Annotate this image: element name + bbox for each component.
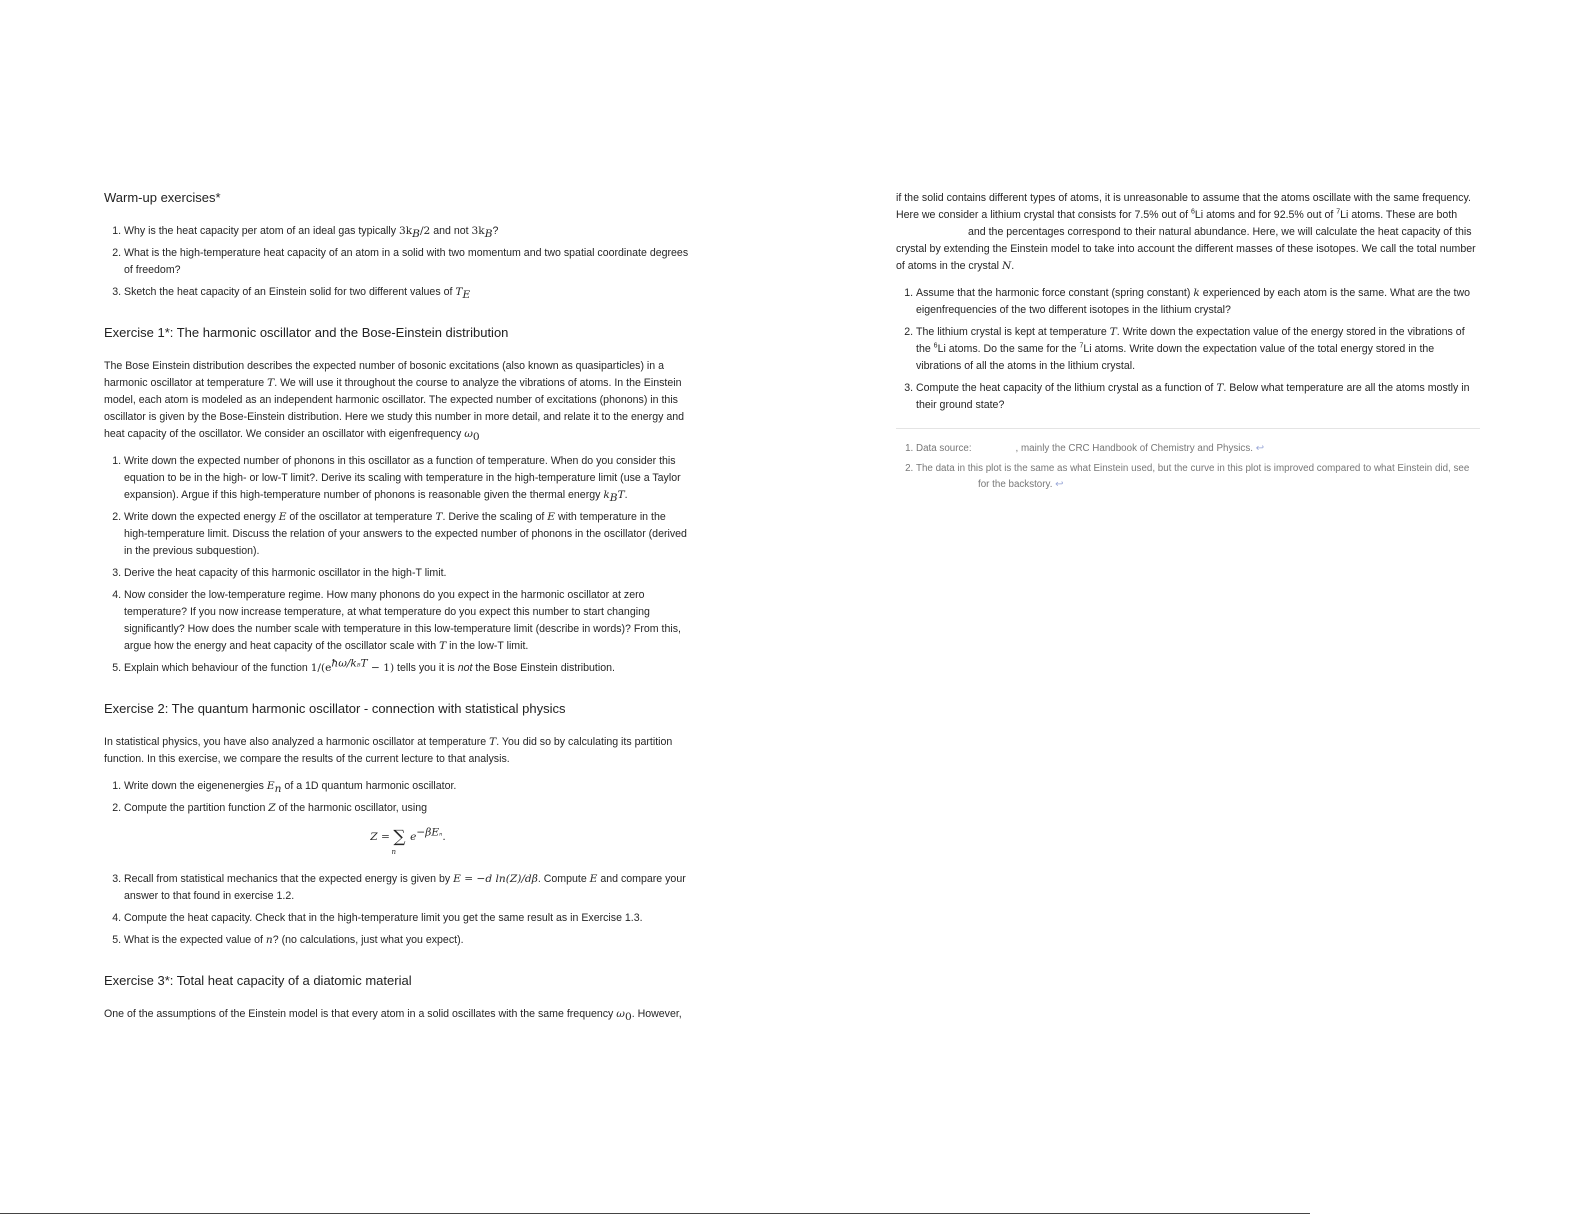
text: The Bose Einstein distribution describes the expected number of bosonic excitations (also known as quasiparticles) in a harmonic oscillator at temperature [104,360,665,389]
text: Now consider the low-temperature regime. How many phonons do you expect in the harmonic oscillator at zero temperature? If you now increase temperature, at what temperature do you expect this number to start changing significantly? How does the number scale with temperature in this low-temperature limit (describe in words)? From this, argue how the energy and heat capacity of the oscillator scale with [124,589,681,652]
ex3-title: Exercise 3*: Total heat capacity of a diatomic material [104,973,412,988]
warmup-list [104,223,692,301]
math: T [617,489,625,501]
ex1-intro [104,358,692,443]
text: Compute the partition function [124,802,269,814]
math: e [410,831,417,843]
text: if the solid contains different types of atoms, it is unreasonable to assume that the atoms oscillate with the same frequency. Here we consider a lithium crystal that consists for 7.5% out of [896,192,1471,221]
math: E [266,780,275,792]
list-item: 4. Compute the heat capacity. Check that in the high-temperature limit you get the same result as in Exercise 1.3. [124,910,692,927]
math: . [442,831,446,843]
text: The data in this plot is the same as what Einstein used, but the curve in this plot is improved compared to what Einstein did, see [916,463,1470,474]
text: Recall from statistical mechanics that the expected energy is given by [124,873,454,885]
text: One of the assumptions of the Einstein model is that every atom in a solid oscillates with the same frequency [104,1008,617,1020]
list-item: 3. Derive the heat capacity of this harmonic oscillator in the high-T limit. [124,565,692,582]
math: k [1193,287,1200,299]
back-arrow-icon[interactable]: ↩ [1255,443,1265,454]
superscript: 6 [933,342,938,350]
list-item [124,657,692,677]
math-sup: T [360,657,368,670]
math: T [267,377,275,389]
list-item: 2. What is the high-temperature heat capacity of an atom in a solid with two momentum and two spatial coordinate degrees of freedom? [124,245,692,279]
page-bottom-rule [0,1213,1310,1214]
superscript: 7 [1336,208,1341,216]
math-sup: −βE [416,826,440,839]
math: T [1216,382,1224,394]
math: ω [616,1008,625,1020]
math-sub: 0 [472,431,480,444]
text: Data source: [916,443,972,454]
math: E [278,511,287,523]
math: 1/(e [310,662,332,674]
ex2-list [104,778,692,949]
superscript: 7 [1079,342,1084,350]
ex1-title: Exercise 1*: The harmonic oscillator and the Bose-Einstein distribution [104,325,509,340]
text: The lithium crystal is kept at temperature [916,326,1110,338]
math: T [435,511,443,523]
math: Z = [370,831,390,843]
text: . Write down the expectation value of the energy stored in the vibrations of the [916,326,1465,355]
math-sub: n [391,848,397,856]
item-text: Why is the heat capacity per atom of an ideal gas typically [124,225,399,237]
list-item [124,509,692,560]
math: T [439,640,447,652]
math: 3k [471,225,485,237]
math: k [603,489,610,501]
item-text: and not [430,225,472,237]
back-arrow-icon[interactable]: ↩ [1055,479,1064,490]
text: Li atoms. Do the same for the [937,343,1080,355]
footnote [916,461,1480,493]
text: in the low-T limit. [446,640,529,652]
text: ? (no calculations, just what you expect). [272,934,464,946]
list-item [124,453,692,504]
list-item [916,324,1480,375]
text: In statistical physics, you have also analyzed a harmonic oscillator at temperature [104,736,490,748]
math-sup: ħω/k [331,657,357,670]
math-sub: E [462,289,471,302]
text: , mainly the CRC Handbook of Chemistry and Physics. [1015,443,1253,454]
list-item [124,223,692,240]
text: . [624,489,628,501]
text: Assume that the harmonic force constant (spring constant) [916,287,1194,299]
footnotes-list [896,441,1480,493]
left-column [104,190,692,1033]
math: n [265,934,273,946]
ex2-intro [104,734,692,768]
item-text: Sketch the heat capacity of an Einstein solid for two different values of [124,286,456,298]
ex2-title: Exercise 2: The quantum harmonic oscillator - connection with statistical physics [104,701,566,716]
ex3-list [896,285,1480,414]
list-item [916,380,1480,414]
partition-function-equation [124,827,692,857]
list-item [124,871,692,905]
text: . However, [631,1008,682,1020]
text: Li atoms. Write down the expectation value of the total energy stored in the vibrations of all the atoms in the lithium crystal. [916,343,1435,372]
item-text: ? [492,225,499,237]
text: Explain which behaviour of the function [124,662,311,674]
math-sub: B [484,228,493,241]
list-item [916,285,1480,319]
text: and the percentages correspond to their natural abundance. Here, we will calculate the heat capacity of this crystal by extending the Einstein model to take into account the different masses of these isotopes. We call the total number of atoms in the crystal [896,226,1476,272]
text: Write down the expected number of phonons in this oscillator as a function of temperature. When do you consider this equation to be in the high- or low-T limit?. Derive its scaling with temperature in the high-temperature limit (use a Taylor expansion). Argue if this high-temperature number of phonons is reasonable given the thermal energy [124,455,681,501]
footnote-divider [896,428,1480,429]
math-sub: n [274,783,282,796]
text: . Compute [537,873,590,885]
math: T [489,736,497,748]
list-item [124,284,692,301]
ex3-continuation [896,190,1480,275]
text: with temperature in the high-temperature limit. Discuss the relation of your answers to the expected number of phonons in the oscillator (derived in the previous subquestion). [124,511,687,557]
text: Compute the heat capacity of the lithium crystal as a function of [916,382,1217,394]
text: and compare your answer to that found in exercise 1.2. [124,873,686,902]
math: ∑ [393,827,406,847]
math: ω [464,428,473,440]
text: . Derive the scaling of [442,511,548,523]
math: E [547,511,556,523]
text: the Bose Einstein distribution. [472,662,615,674]
text: experienced by each atom is the same. What are the two eigenfrequencies of the two different isotopes in the lithium crystal? [916,287,1471,316]
math: E [589,873,598,885]
text: for the backstory. [978,479,1053,490]
text: of a 1D quantum harmonic oscillator. [281,780,457,792]
text: . We will use it throughout the course to analyze the vibrations of atoms. In the Einstein model, each atom is modeled as an independent harmonic oscillator. The expected number of excitations (phonons) in this oscillator is given by the Bose-Einstein distribution. Here we study this number in more detail, and relate it to the energy and heat capacity of the oscillator. We consider an oscillator with eigenfrequency [104,377,685,440]
text: . Below what temperature are all the atoms mostly in their ground state? [916,382,1470,411]
text: Li atoms and for 92.5% out of [1194,209,1337,221]
list-item [124,800,692,857]
emphasis: not [457,662,473,674]
text: tells you it is [394,662,458,674]
right-column [896,190,1480,497]
math-sup: B [356,662,361,669]
math: − 1) [367,662,395,674]
text: Li atoms. These are both [1340,209,1458,221]
list-item [124,932,692,949]
math: /2 [419,225,431,237]
ex3-intro [104,1006,692,1023]
list-item [124,778,692,795]
math-sub: 0 [624,1011,632,1024]
text: of the oscillator at temperature [286,511,436,523]
text: What is the expected value of [124,934,266,946]
text: Write down the expected energy [124,511,279,523]
math: Z [268,802,276,814]
superscript: 6 [1191,208,1195,216]
warmup-title: Warm-up exercises* [104,190,221,205]
math: N [1001,260,1012,272]
text: of the harmonic oscillator, using [275,802,427,814]
math: E = −d ln(Z)/dβ [453,873,538,885]
math: T [455,286,463,298]
text: Write down the eigenenergies [124,780,267,792]
math-sub: B [609,492,618,505]
list-item [124,587,692,655]
ex1-list [104,453,692,677]
math-sup: n [439,831,443,838]
math: T [1109,326,1117,338]
math: 3k [399,225,413,237]
text: . [1011,260,1015,272]
footnote [916,441,1480,457]
math-sub: B [412,228,420,241]
text: . You did so by calculating its partition function. In this exercise, we compare the results of the current lecture to that analysis. [104,736,673,765]
